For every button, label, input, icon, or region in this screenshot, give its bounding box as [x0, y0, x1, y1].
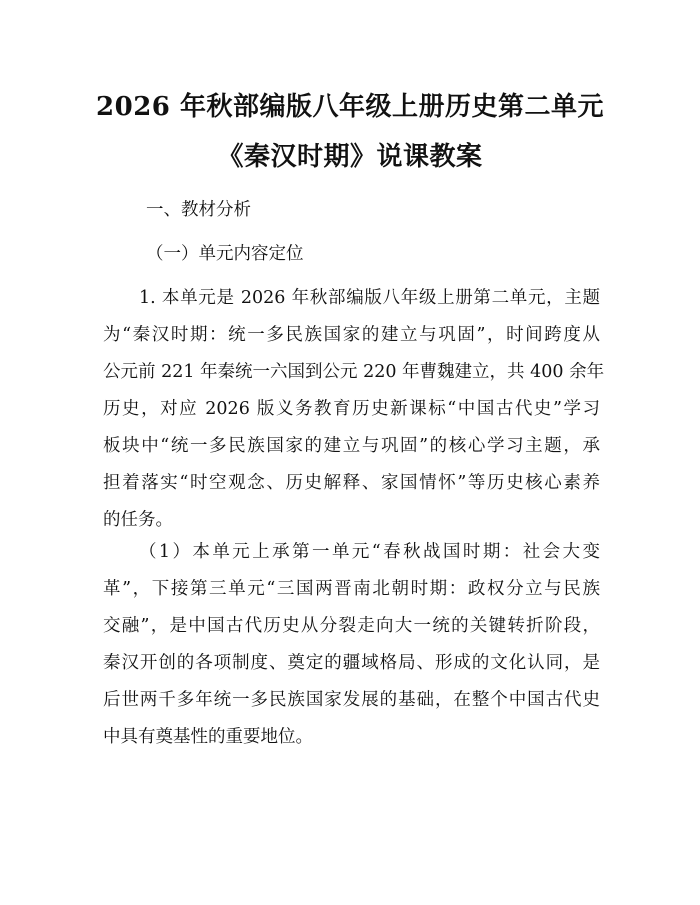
- paragraph-line: 后世两千多年统一多民族国家发展的基础，在整个中国古代史: [103, 690, 600, 710]
- paragraph-line: 历史，对应 2026 版义务教育历史新课标“中国古代史”学习: [103, 399, 600, 419]
- paragraph-unit-overview: [103, 280, 605, 539]
- paragraph-unit-position: [103, 534, 600, 756]
- paragraph-line: 革”，下接第三单元“三国两晋南北朝时期：政权分立与民族: [103, 579, 600, 599]
- document-title-line-2: 《秦汉时期》说课教案: [217, 142, 483, 172]
- paragraph-line: 的任务。: [103, 510, 173, 530]
- paragraph-line: 秦汉开创的各项制度、奠定的疆域格局、形成的文化认同，是: [103, 653, 600, 673]
- subsection-heading: （一）单元内容定位: [146, 244, 304, 264]
- document-title-line-1: 2026 年秋部编版八年级上册历史第二单元: [96, 92, 604, 122]
- paragraph-line: 交融”，是中国古代历史从分裂走向大一统的关键转折阶段，: [103, 616, 600, 636]
- paragraph-line: 1. 本单元是 2026 年秋部编版八年级上册第二单元，主题: [139, 288, 600, 308]
- paragraph-line: 板块中“统一多民族国家的建立与巩固”的核心学习主题，承: [103, 436, 600, 456]
- paragraph-line: 公元前 221 年秦统一六国到公元 220 年曹魏建立，共 400 余年: [103, 362, 605, 382]
- paragraph-line: 中具有奠基性的重要地位。: [103, 727, 313, 747]
- paragraph-line: 担着落实“时空观念、历史解释、家国情怀”等历史核心素养: [103, 473, 600, 493]
- section-heading: 一、教材分析: [146, 200, 251, 220]
- paragraph-line: （1）本单元上承第一单元“春秋战国时期：社会大变: [139, 542, 600, 562]
- paragraph-line: 为“秦汉时期：统一多民族国家的建立与巩固”，时间跨度从: [103, 325, 600, 345]
